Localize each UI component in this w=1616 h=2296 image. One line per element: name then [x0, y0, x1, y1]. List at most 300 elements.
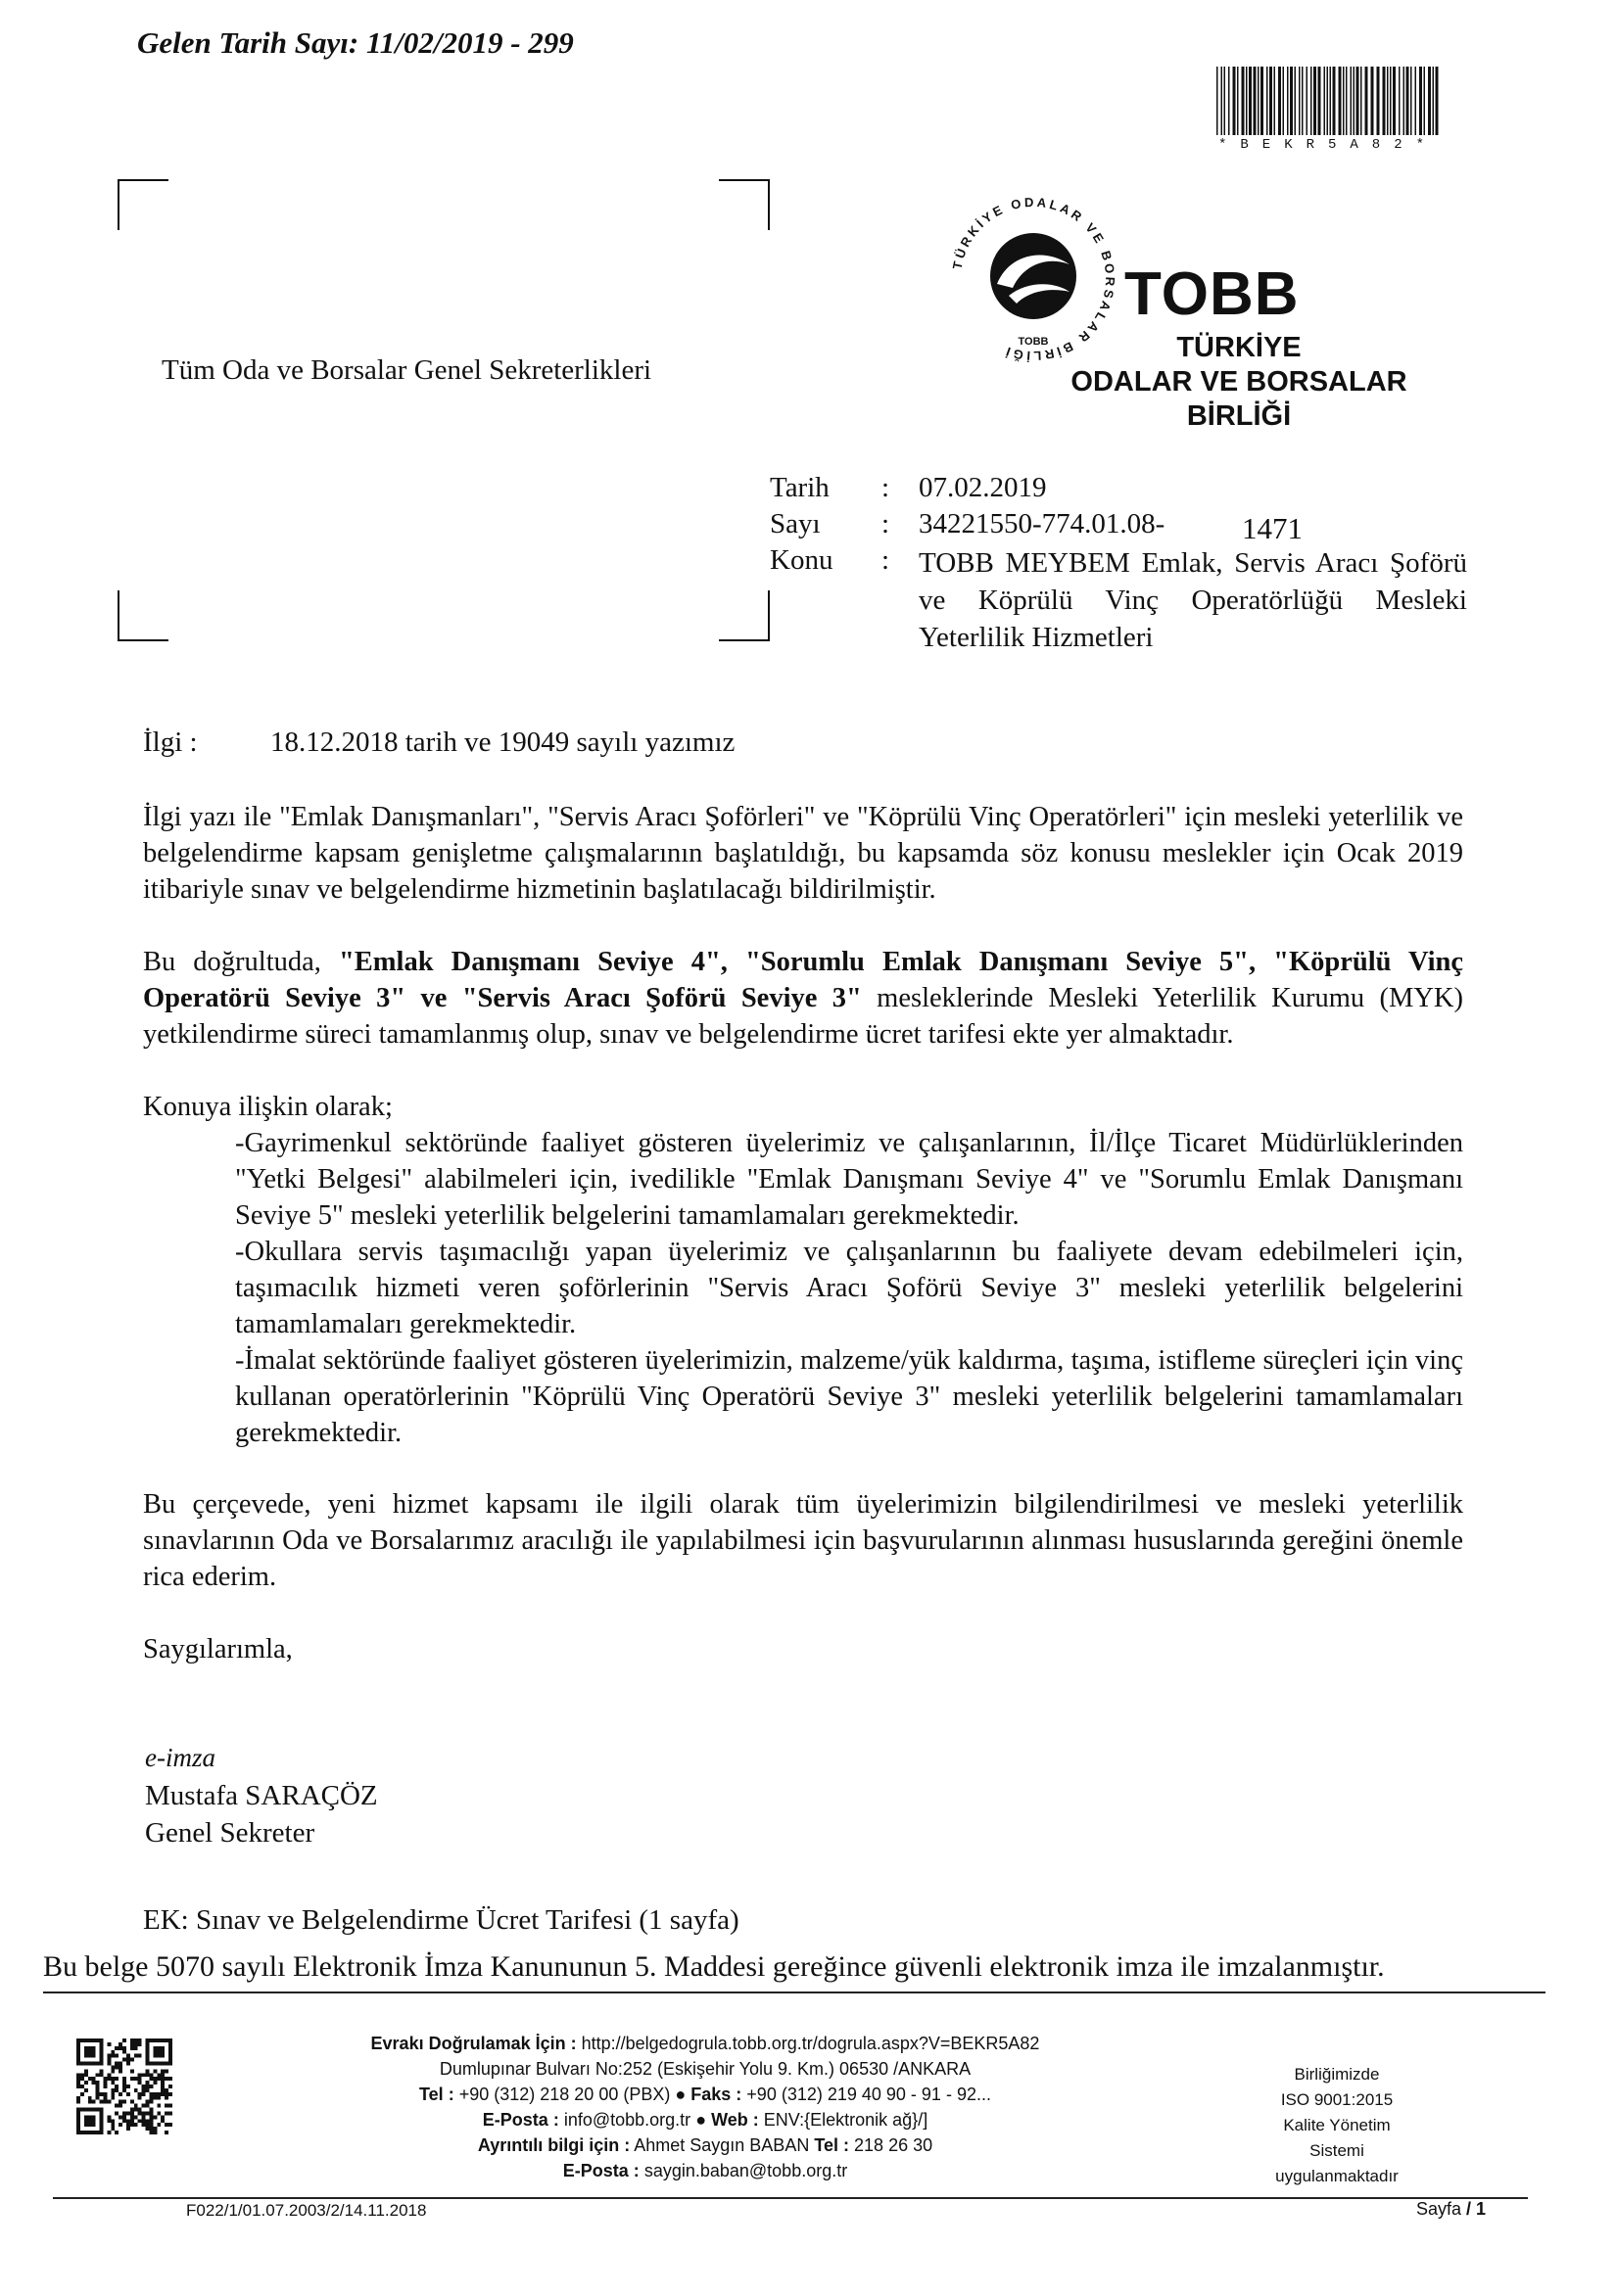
barcode-bar — [1290, 67, 1293, 135]
qr-module — [149, 2111, 153, 2115]
qr-module — [134, 2046, 138, 2050]
verify-url[interactable]: http://belgedogrula.tobb.org.tr/dogrula.aspx?V=BEKR5A82 — [581, 2034, 1040, 2053]
qr-module — [122, 2050, 126, 2054]
qr-module — [96, 2096, 100, 2100]
qr-module — [165, 2111, 168, 2115]
qr-module — [149, 2085, 153, 2088]
qr-module — [138, 2111, 142, 2115]
barcode-bar — [1260, 67, 1263, 135]
qr-module — [84, 2046, 96, 2058]
qr-module — [76, 2085, 80, 2088]
qr-module — [96, 2081, 100, 2085]
footer-address: Dumlupınar Bulvarı No:252 (Eskişehir Yolu 9. Km.) 06530 /ANKARA — [439, 2059, 972, 2079]
barcode-bar — [1333, 67, 1336, 135]
qr-module — [146, 2104, 150, 2108]
qr-module — [111, 2123, 115, 2127]
qr-module — [103, 2077, 107, 2081]
qr-module — [76, 2073, 80, 2077]
logo-brand: TOBB — [1124, 260, 1300, 328]
paragraph-2-bold: "Emlak Danışmanı Seviye 4", "Sorumlu Emlak Danışmanı Seviye 5", "Köprülü Vinç Operatörü Seviye 3" ve "Servis Aracı Şoförü Seviye 3" — [143, 947, 1463, 1013]
qr-module — [168, 2123, 172, 2127]
barcode-bar — [1346, 67, 1348, 135]
qr-module — [161, 2081, 165, 2085]
qr-module — [119, 2069, 122, 2073]
number-label: Sayı — [770, 508, 821, 539]
qr-module — [149, 2123, 153, 2127]
date-value: 07.02.2019 — [919, 472, 1047, 503]
barcode-bar — [1377, 67, 1380, 135]
qr-module — [122, 2077, 126, 2081]
barcode-bar — [1283, 67, 1285, 135]
qr-module — [130, 2115, 134, 2119]
qr-module — [138, 2108, 142, 2112]
qr-module — [80, 2085, 84, 2088]
qr-module — [126, 2085, 130, 2088]
signer-name: Mustafa SARAÇÖZ — [145, 1780, 378, 1811]
qr-module — [142, 2111, 146, 2115]
qr-module — [142, 2073, 146, 2077]
qr-module — [146, 2073, 150, 2077]
barcode-bar — [1371, 67, 1374, 135]
qr-module — [126, 2119, 130, 2123]
qr-module — [165, 2131, 168, 2134]
qr-module — [92, 2077, 96, 2081]
qr-module — [115, 2046, 119, 2050]
qr-module — [165, 2104, 168, 2108]
qr-module — [153, 2069, 157, 2073]
qr-module — [126, 2111, 130, 2115]
barcode-bar — [1330, 67, 1332, 135]
barcode-bar — [1356, 67, 1359, 135]
qr-module — [146, 2100, 150, 2104]
qr-module — [126, 2127, 130, 2131]
attachment-note: EK: Sınav ve Belgelendirme Ücret Tarifesi (1 sayfa) — [143, 1904, 739, 1936]
barcode-bar — [1399, 67, 1401, 135]
footer-info — [333, 2132, 1077, 2158]
qr-module — [134, 2042, 138, 2046]
footer-rule-bottom — [53, 2197, 1528, 2199]
qr-module — [111, 2088, 115, 2092]
qr-module — [96, 2088, 100, 2092]
web-label: Web : — [711, 2110, 759, 2130]
qr-module — [134, 2115, 138, 2119]
barcode-bar — [1254, 67, 1257, 135]
tel-label: Tel : — [419, 2085, 454, 2104]
qr-module — [111, 2054, 115, 2058]
barcode-bar — [1233, 67, 1236, 135]
number-suffix: 1471 — [1242, 511, 1303, 545]
qr-module — [126, 2123, 130, 2127]
footer-rule-top — [43, 1991, 1545, 1993]
barcode-bar — [1351, 67, 1353, 135]
qr-module — [115, 2054, 119, 2058]
date-label: Tarih — [770, 472, 830, 503]
iso-notice — [1263, 2062, 1410, 2189]
barcode-bar — [1406, 67, 1409, 135]
qr-module — [161, 2073, 165, 2077]
recipient: Tüm Oda ve Borsalar Genel Sekreterlikleri — [162, 354, 652, 386]
email-value[interactable]: info@tobb.org.tr — [563, 2110, 691, 2130]
barcode-bar — [1258, 67, 1260, 135]
qr-module — [130, 2046, 134, 2050]
qr-module — [107, 2058, 111, 2062]
qr-module — [130, 2058, 134, 2062]
qr-module — [119, 2104, 122, 2108]
qr-module — [134, 2077, 138, 2081]
qr-module — [122, 2111, 126, 2115]
date-colon: : — [881, 472, 890, 503]
info-email[interactable]: saygin.baban@tobb.org.tr — [643, 2161, 848, 2180]
qr-module — [146, 2081, 150, 2085]
qr-module — [146, 2085, 150, 2088]
qr-module — [111, 2127, 115, 2131]
qr-module — [153, 2046, 165, 2058]
subject-colon: : — [881, 544, 890, 576]
qr-module — [111, 2092, 115, 2096]
qr-module — [122, 2088, 126, 2092]
qr-module — [130, 2100, 134, 2104]
logo-line-3: BİRLİĞİ — [1186, 400, 1292, 432]
qr-module — [103, 2092, 107, 2096]
bullet-item-2: -Okullara servis taşımacılığı yapan üyelerimiz ve çalışanlarının bu faaliyete devam edebilmeleri için, taşımacılık hizmeti veren şoförlerinin "Servis Aracı Şoförü Seviye 3" mesleki yeterlilik belgelerini tamamlamaları gerekmektedir. — [235, 1237, 1463, 1339]
qr-module — [107, 2119, 111, 2123]
qr-module — [165, 2088, 168, 2092]
paragraph-2 — [143, 944, 1463, 1053]
qr-module — [130, 2038, 134, 2042]
qr-module — [142, 2092, 146, 2096]
qr-module — [76, 2081, 80, 2085]
qr-module — [111, 2050, 115, 2054]
page-label: Sayfa — [1416, 2199, 1462, 2219]
qr-module — [119, 2092, 122, 2096]
qr-module — [146, 2119, 150, 2123]
qr-module — [119, 2042, 122, 2046]
barcode-bar — [1237, 67, 1239, 135]
qr-module — [107, 2054, 111, 2058]
qr-module — [168, 2077, 172, 2081]
qr-module — [149, 2092, 153, 2096]
qr-module — [161, 2077, 165, 2081]
barcode-bar — [1410, 67, 1412, 135]
emblem-center-text: TOBB — [1018, 336, 1049, 348]
qr-module — [119, 2062, 122, 2066]
qr-module — [153, 2131, 157, 2134]
qr-module — [103, 2081, 107, 2085]
barcode-bar — [1390, 67, 1392, 135]
esign-label: e-imza — [145, 1743, 215, 1772]
qr-module — [126, 2092, 130, 2096]
qr-module — [153, 2077, 157, 2081]
number-value: 34221550-774.01.08- — [919, 508, 1165, 539]
qr-module — [134, 2054, 138, 2058]
qr-module — [119, 2115, 122, 2119]
iso-line-4: Sistemi — [1309, 2141, 1364, 2160]
qr-module — [157, 2123, 161, 2127]
barcode-bar — [1339, 67, 1342, 135]
tel-value: +90 (312) 218 20 00 (PBX) — [458, 2085, 671, 2104]
barcode-bar — [1287, 67, 1289, 135]
qr-module — [161, 2092, 165, 2096]
qr-module — [107, 2062, 111, 2066]
barcode-bar — [1433, 67, 1435, 135]
qr-module — [146, 2088, 150, 2092]
qr-module — [100, 2100, 104, 2104]
qr-module — [122, 2100, 126, 2104]
barcode-bar — [1393, 67, 1396, 135]
qr-module — [111, 2119, 115, 2123]
barcode-bar — [1403, 67, 1405, 135]
reference-label: İlgi : — [143, 726, 198, 758]
qr-module — [157, 2111, 161, 2115]
paragraph-3-intro: Konuya ilişkin olarak; — [143, 1092, 393, 1122]
info-name: Ahmet Saygın BABAN — [634, 2135, 810, 2155]
qr-module — [84, 2115, 96, 2127]
qr-module — [149, 2115, 153, 2119]
iso-line-3: Kalite Yönetim — [1283, 2116, 1391, 2134]
qr-module — [138, 2119, 142, 2123]
bullet-item-1: -Gayrimenkul sektöründe faaliyet gösteren üyelerimiz ve çalışanlarının, İl/İlçe Ticaret Müdürlüklerinden "Yetki Belgesi" alabilmeleri için, ivedilikle "Emlak Danışmanı Seviye 4" ve "Sorumlu Emlak Danışmanı Seviye 5" mesleki yeterlilik belgelerini tamamlamaları gerekmektedir. — [235, 1128, 1463, 1231]
qr-module — [130, 2042, 134, 2046]
barcode-bar — [1419, 67, 1422, 135]
qr-module — [119, 2065, 122, 2069]
window-corner-bottom-right — [719, 590, 770, 641]
qr-module — [165, 2092, 168, 2096]
footer-verify — [333, 2031, 1077, 2056]
qr-module — [119, 2100, 122, 2104]
qr-module — [142, 2085, 146, 2088]
qr-module — [119, 2123, 122, 2127]
qr-module — [84, 2088, 88, 2092]
qr-module — [122, 2046, 126, 2050]
qr-module — [130, 2123, 134, 2127]
qr-module — [142, 2115, 146, 2119]
qr-module — [107, 2073, 111, 2077]
qr-module — [134, 2108, 138, 2112]
barcode-bar — [1302, 67, 1304, 135]
qr-module — [130, 2069, 134, 2073]
qr-module — [157, 2077, 161, 2081]
subject-label: Konu — [770, 544, 833, 576]
qr-module — [115, 2077, 119, 2081]
qr-module — [126, 2058, 130, 2062]
qr-module — [96, 2085, 100, 2088]
qr-module — [146, 2123, 150, 2127]
barcode-bar — [1242, 67, 1245, 135]
qr-module — [138, 2042, 142, 2046]
web-value[interactable]: ENV:{Elektronik ağ}/] — [763, 2110, 928, 2130]
qr-module — [100, 2069, 104, 2073]
qr-module — [84, 2069, 88, 2073]
barcode-bar — [1327, 67, 1329, 135]
qr-module — [157, 2092, 161, 2096]
qr-module — [161, 2115, 165, 2119]
qr-module — [100, 2073, 104, 2077]
qr-module — [146, 2111, 150, 2115]
logo-org-name — [1038, 331, 1440, 434]
esign-legal-note: Bu belge 5070 sayılı Elektronik İmza Kanununun 5. Maddesi gereğince güvenli elektronik imza ile imzalanmıştır. — [43, 1950, 1385, 1983]
qr-module — [111, 2081, 115, 2085]
info-email-label: E-Posta : — [562, 2161, 640, 2180]
barcode-bar — [1313, 67, 1316, 135]
qr-module — [122, 2115, 126, 2119]
footer-phone — [333, 2082, 1077, 2107]
qr-module — [168, 2092, 172, 2096]
qr-module — [149, 2077, 153, 2081]
qr-module — [100, 2092, 104, 2096]
qr-module — [122, 2081, 126, 2085]
iso-line-1: Birliğimizde — [1294, 2065, 1380, 2084]
fax-value: +90 (312) 219 40 90 - 91 - 92... — [746, 2085, 991, 2104]
barcode-text: *BEKR5A82* — [1218, 137, 1439, 153]
qr-module — [107, 2131, 111, 2134]
qr-module — [134, 2088, 138, 2092]
logo-line-2: ODALAR VE BORSALAR — [1070, 366, 1407, 398]
bullet-dot: ● — [695, 2110, 707, 2130]
qr-module — [149, 2096, 153, 2100]
qr-module — [122, 2038, 126, 2042]
qr-module — [115, 2111, 119, 2115]
qr-module — [115, 2085, 119, 2088]
qr-module — [146, 2127, 150, 2131]
iso-line-2: ISO 9001:2015 — [1280, 2090, 1394, 2109]
qr-module — [84, 2081, 88, 2085]
qr-module — [138, 2096, 142, 2100]
qr-module — [80, 2077, 84, 2081]
qr-module — [115, 2088, 119, 2092]
barcode-bar — [1224, 67, 1226, 135]
qr-module — [111, 2069, 115, 2073]
fax-label: Faks : — [690, 2085, 742, 2104]
window-corner-top-right — [719, 179, 770, 230]
qr-module — [107, 2077, 111, 2081]
qr-module — [142, 2123, 146, 2127]
qr-module — [96, 2092, 100, 2096]
qr-module — [153, 2081, 157, 2085]
qr-module — [149, 2100, 153, 2104]
barcode-bar — [1318, 67, 1321, 135]
barcode-bar — [1216, 67, 1218, 135]
qr-module — [115, 2104, 119, 2108]
qr-module — [149, 2131, 153, 2134]
barcode-bar — [1324, 67, 1326, 135]
closing-text: Saygılarımla, — [143, 1634, 293, 1664]
qr-module — [107, 2042, 111, 2046]
barcode-bar — [1415, 67, 1417, 135]
verify-label: Evrakı Doğrulamak İçin : — [370, 2034, 577, 2053]
form-code: F022/1/01.07.2003/2/14.11.2018 — [186, 2201, 427, 2220]
barcode-bar — [1436, 67, 1439, 135]
info-tel-label: Tel : — [814, 2135, 850, 2155]
qr-module — [165, 2123, 168, 2127]
qr-module — [168, 2111, 172, 2115]
info-tel: 218 26 30 — [854, 2135, 933, 2155]
qr-module — [111, 2077, 115, 2081]
qr-module — [161, 2085, 165, 2088]
qr-module — [142, 2088, 146, 2092]
barcode-bar — [1310, 67, 1312, 135]
qr-module — [119, 2046, 122, 2050]
qr-module — [107, 2115, 111, 2119]
emblem-ring-text: TÜRKİYE ODALAR VE BORSALAR BİRLİĞİ — [949, 194, 1118, 364]
qr-module — [107, 2100, 111, 2104]
barcode-bar — [1269, 67, 1272, 135]
window-corner-top-left — [118, 179, 168, 230]
qr-module — [88, 2096, 92, 2100]
page-number — [1416, 2199, 1486, 2220]
qr-module — [168, 2104, 172, 2108]
page-value: / 1 — [1466, 2199, 1487, 2219]
qr-module — [157, 2096, 161, 2100]
qr-module — [134, 2038, 138, 2042]
barcode-bar — [1278, 67, 1281, 135]
qr-module — [149, 2119, 153, 2123]
qr-module — [130, 2119, 134, 2123]
received-stamp: Gelen Tarih Sayı: 11/02/2019 - 299 — [137, 25, 574, 60]
paragraph-1: İlgi yazı ile "Emlak Danışmanları", "Servis Aracı Şoförleri" ve "Köprülü Vinç Operatörleri" için mesleki yeterlilik ve belgelendirme kapsam genişletme çalışmalarının başlatıldığı, bu kapsamda söz konusu meslekler için Ocak 2019 itibariyle sınav ve belgelendirme hizmetinin başlatılacağı bildirilmiştir. — [143, 802, 1463, 905]
barcode-bar — [1266, 67, 1268, 135]
qr-module — [130, 2111, 134, 2115]
qr-module — [80, 2092, 84, 2096]
qr-module — [103, 2100, 107, 2104]
footer-contact — [333, 2107, 1077, 2132]
qr-module — [149, 2108, 153, 2112]
qr-module — [130, 2077, 134, 2081]
reference-text: 18.12.2018 tarih ve 19049 sayılı yazımız — [270, 726, 736, 758]
qr-module — [157, 2073, 161, 2077]
qr-module — [92, 2100, 96, 2104]
qr-module — [122, 2119, 126, 2123]
qr-module — [126, 2062, 130, 2066]
qr-module — [134, 2123, 138, 2127]
paragraph-2-start: Bu doğrultuda, — [143, 947, 339, 977]
qr-module — [76, 2100, 80, 2104]
qr-module — [153, 2092, 157, 2096]
qr-module — [88, 2077, 92, 2081]
footer-info-email — [333, 2158, 1077, 2183]
qr-module — [115, 2062, 119, 2066]
qr-module — [165, 2077, 168, 2081]
number-colon: : — [881, 508, 890, 539]
email-label: E-Posta : — [482, 2110, 559, 2130]
qr-module — [122, 2058, 126, 2062]
qr-module — [96, 2073, 100, 2077]
qr-module — [138, 2092, 142, 2096]
logo-line-1: TÜRKİYE — [1176, 332, 1302, 363]
qr-module — [111, 2096, 115, 2100]
qr-module — [149, 2127, 153, 2131]
qr-module — [153, 2127, 157, 2131]
qr-module — [153, 2096, 157, 2100]
barcode — [1214, 67, 1444, 135]
paragraph-4: Bu çerçevede, yeni hizmet kapsamı ile ilgili olarak tüm üyelerimizin bilgilendirilmesi ve mesleki yeterlilik sınavlarının Oda ve Borsalarımız aracılığı ile yapılabilmesi için başvurularının alınması hususlarında gereğini önemle rica ederim. — [143, 1489, 1463, 1592]
qr-module — [138, 2054, 142, 2058]
barcode-bar — [1343, 67, 1345, 135]
qr-module — [115, 2131, 119, 2134]
qr-module — [130, 2108, 134, 2112]
qr-module — [76, 2096, 80, 2100]
qr-module — [115, 2065, 119, 2069]
qr-module — [84, 2073, 88, 2077]
qr-module — [161, 2088, 165, 2092]
barcode-bar — [1274, 67, 1276, 135]
qr-module — [138, 2073, 142, 2077]
qr-module — [122, 2085, 126, 2088]
qr-module — [138, 2038, 142, 2042]
qr-module — [103, 2096, 107, 2100]
barcode-bar — [1428, 67, 1431, 135]
qr-module — [92, 2081, 96, 2085]
qr-module — [146, 2069, 150, 2073]
